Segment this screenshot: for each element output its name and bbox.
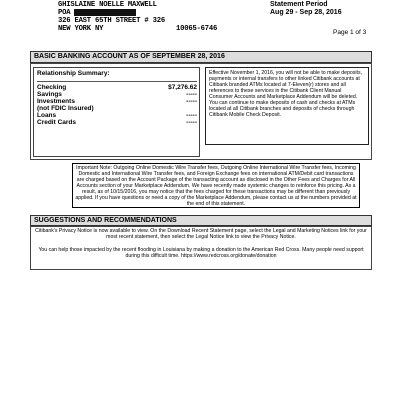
- row-loans: [37, 112, 197, 119]
- city: NEW YORK NY: [58, 25, 104, 33]
- row-label: Credit Cards: [37, 119, 77, 126]
- row-value: $7,276.62: [168, 84, 197, 91]
- row-label: Loans: [37, 112, 57, 119]
- privacy-notice-text: Citibank's Privacy Notice is now available to view. On the Download Recent Statement page, select the Legal and Marketing Notices link for your most recent statement, then select the Legal Notice link to view the Privacy Notice.: [35, 228, 367, 240]
- statement-period: Aug 29 - Sep 28, 2016: [270, 9, 342, 16]
- relationship-summary-title: Relationship Summary:: [37, 70, 110, 77]
- effective-notice-text: Effective November 1, 2016, you will not be able to make deposits, payments or internal transfers to other linked Citibank accounts at Citibank branded ATMs located at 7-Eleven(r) stores and all references to these services in the Citibank Client Manual Consumer Accounts and Marketplace Addendum will be deleted. You can continue to make deposits of cash and checks at ATMs located at all Citibank branches and deposits of checks through Citibank Mobile Check Deposit.: [209, 70, 363, 118]
- row-not-fdic: [37, 105, 197, 112]
- redaction-bar: [74, 9, 136, 16]
- important-note-box: [72, 163, 360, 208]
- city-line: [58, 25, 218, 33]
- row-credit-cards: [37, 119, 197, 126]
- effective-notice-box: [205, 67, 369, 145]
- poa-label: POA: [58, 9, 71, 17]
- row-value: -----: [186, 112, 197, 119]
- row-checking: [37, 84, 197, 91]
- section-header-basic-banking: BASIC BANKING ACCOUNT AS OF SEPTEMBER 28, 2016: [30, 51, 372, 63]
- page-number: Page 1 of 3: [333, 29, 367, 36]
- section-header-suggestions: SUGGESTIONS AND RECOMMENDATIONS: [30, 215, 372, 226]
- row-value: -----: [186, 119, 197, 126]
- zip: 10065-6746: [176, 25, 218, 33]
- red-cross-text: You can help those impacted by the recent flooding in Louisiana by making a donation to the American Red Cross. Many people need support during this difficult time. https://www.redcross.org/donate/donation: [38, 247, 364, 259]
- statement-period-label: Statement Period: [270, 1, 328, 8]
- row-savings: [37, 91, 197, 98]
- row-label: Checking: [37, 84, 67, 91]
- divider: [37, 81, 197, 82]
- row-label: Investments: [37, 98, 75, 105]
- customer-name: GHISLAINE NOELLE MAXWELL: [58, 1, 157, 9]
- row-investments: [37, 98, 197, 105]
- row-value: -----: [186, 98, 197, 105]
- row-label: Savings: [37, 91, 62, 98]
- important-note-text: Important Note: Outgoing Online Domestic Wire Transfer fees, Outgoing Online International Wire Transfer fees, Incoming Domestic and International Wire Transfer fees, and Foreign Exchange fees on international ATM/Debit card transactions are charged based on the Account Package of the transacting account as disclosed in the Other Fees and Charges for All Accounts section of your Marketplace Addendum. We have recently made systemic changes to reinforce this pricing. As a result, as of 10/15/2016, you may notice that the fees charged for these transactions may be different than previously applied. If you have questions or need a copy of the Marketplace Addendum, please contact us at the numbers provided at the end of this statement.: [75, 165, 357, 207]
- row-label: (not FDIC Insured): [37, 105, 94, 112]
- street-address: 326 EAST 65TH STREET # 326: [58, 17, 165, 25]
- suggestions-panel: [30, 226, 372, 270]
- row-value: -----: [186, 91, 197, 98]
